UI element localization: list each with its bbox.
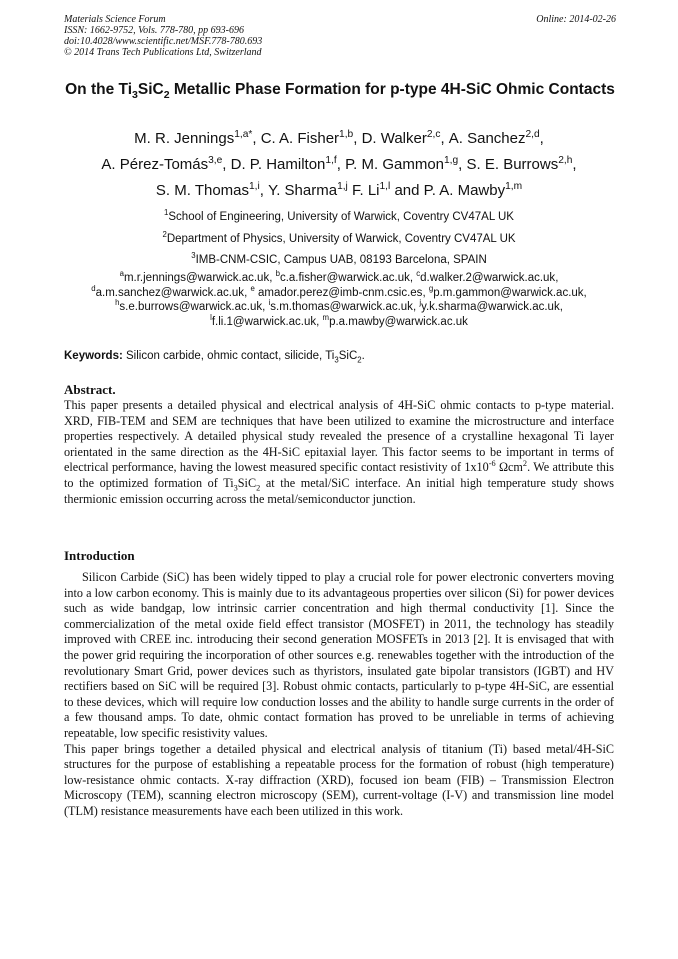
- email-entry: $^d$a.m.sanchez@warwick.ac.uk,: [91, 283, 251, 299]
- author: Y. Sharma$^{1,j}$: [268, 181, 348, 199]
- introduction-heading: Introduction: [64, 548, 135, 563]
- author: P. A. Mawby$^{1,m}$: [423, 181, 523, 199]
- publication-info: [64, 14, 616, 58]
- introduction-paragraph-1: Silicon Carbide (SiC) has been widely tipped to play a crucial role for power electronic converters moving into a low carbon economy. This is mainly due to its advantageous properties over silicon (Si) for power devices such as wide bandgap, low intrinsic carrier concentration and high thermal conductivity [1]. Since the commercialization of the metal oxide field effect transistor (MOSFET) in 2011, the technology has steadily improved with CREE inc. introducing their second generation MOSFETs in 2013 [2]. It is envisaged that with the power grid requiring the incorporation of other sources e.g. renewables together with the introduction of the revolutionary Smart Grid, power devices such as thyristors, insulated gate bipolar transistors (IGBT) and HV rectifiers based on SiC will be required [3]. Robust ohmic contacts, particularly to p-type 4H-SiC, are essential to these devices, which will require low conduction losses and the ability to handle surge currents in the order of a few thousand amps. To date, ohmic contact formation has proved to be unreliable in terms of achieving repeatable, low specific resistivity values.: [64, 570, 614, 740]
- author: A. Pérez-Tomás$^{3,e}$,: [101, 155, 231, 173]
- email-link[interactable]: amador.perez@imb-cnm.csic.es: [254, 286, 423, 299]
- abstract-body: This paper presents a detailed physical and electrical analysis of 4H-SiC ohmic contacts to p-type material. XRD, FIB-TEM and SEM are techniques that have been utilized to examine the microstructure and interface properties respectively. A detailed physical study revealed the presence of a crystalline hexagonal Ti layer orientated in the same direction as the 4H-SiC epitaxial layer. This factor seems to be important in terms of electrical performance, having the lowest measured specific contact resistivity of $1x10^{-6}$ Ωcm$^2$. We attribute this to the optimized formation of $Ti_3SiC_2$ at the metal/SiC interface. An initial high temperature study shows thermionic emission occurring across the metal/semiconductor junction.: [64, 398, 615, 506]
- email-link[interactable]: s.e.burrows@warwick.ac.uk: [119, 301, 263, 313]
- email-entry: $^m$p.a.mawby@warwick.ac.uk: [322, 312, 468, 328]
- paper-title: On the $Ti_3SiC_2$ Metallic Phase Formation for p-type 4H-SiC Ohmic Contacts: [65, 81, 615, 102]
- affiliation: $^3$IMB-CNM-CSIC, Campus UAB, 08193 Barcelona, SPAIN: [191, 251, 487, 266]
- abstract-heading: Abstract.: [64, 382, 116, 397]
- email-entry: $^l$f.li.1@warwick.ac.uk,: [210, 312, 323, 328]
- email-entry: $^g$p.m.gammon@warwick.ac.uk,: [428, 283, 587, 299]
- author: C. A. Fisher$^{1,b}$,: [260, 129, 362, 147]
- email-entry: $^c$d.walker.2@warwick.ac.uk,: [416, 269, 559, 284]
- author: A. Sanchez$^{2,d}$,: [448, 129, 544, 147]
- running-header: [64, 14, 616, 58]
- keywords-label: Keywords:: [64, 350, 123, 362]
- email-link[interactable]: d.walker.2@warwick.ac.uk: [420, 272, 556, 284]
- introduction-paragraph-2: This paper brings together a detailed physical and electrical analysis of titanium (Ti) based metal/4H-SiC structures for the purpose of establishing a repeatable process for the formation of robust (high temperature) low-resistance ohmic contacts. X-ray diffraction (XRD), focused ion beam (FIB) – Transmission Electron Microscopy (TEM), scanning electron microscopy (SEM), current-voltage (I-V) and transmission line model (TLM) resistance measurements have each been utilized in this work.: [64, 741, 614, 818]
- online-date: Online: 2014-02-26: [536, 14, 616, 25]
- email-link[interactable]: s.m.thomas@warwick.ac.uk: [270, 301, 413, 313]
- email-link[interactable]: p.a.mawby@warwick.ac.uk: [329, 315, 468, 328]
- journal-name: Materials Science Forum: [64, 14, 166, 25]
- email-entry: $^j$y.k.sharma@warwick.ac.uk,: [419, 298, 563, 313]
- email-entry: $^h$s.e.burrows@warwick.ac.uk,: [115, 298, 269, 313]
- email-link[interactable]: a.m.sanchez@warwick.ac.uk: [95, 286, 245, 299]
- email-link[interactable]: y.k.sharma@warwick.ac.uk: [421, 301, 560, 313]
- email-entry: $^i$s.m.thomas@warwick.ac.uk,: [268, 298, 420, 313]
- author: D. Walker$^{2,c}$,: [361, 129, 449, 147]
- copyright-line: © 2014 Trans Tech Publications Ltd, Switzerland: [64, 47, 262, 58]
- email-link[interactable]: p.m.gammon@warwick.ac.uk: [433, 286, 584, 299]
- introduction-body: [64, 570, 614, 820]
- doi-line: doi:10.4028/www.scientific.net/MSF.778-780.693: [64, 36, 263, 47]
- email-link[interactable]: c.a.fisher@warwick.ac.uk: [279, 272, 410, 284]
- author-list: [40, 126, 638, 204]
- issn-line: ISSN: 1662-9752, Vols. 778-780, pp 693-696: [64, 25, 244, 36]
- author: F. Li$^{1,l}$ and: [352, 181, 424, 199]
- author: D. P. Hamilton$^{1,f}$,: [230, 155, 346, 173]
- email-link[interactable]: f.li.1@warwick.ac.uk: [211, 315, 317, 328]
- author: S. E. Burrows$^{2,h}$,: [466, 155, 577, 173]
- email-link[interactable]: m.r.jennings@warwick.ac.uk: [123, 272, 270, 284]
- email-entry: $^e$ amador.perez@imb-cnm.csic.es,: [250, 283, 429, 299]
- email-entry: $^a$m.r.jennings@warwick.ac.uk,: [119, 269, 276, 284]
- author: P. M. Gammon$^{1,g}$,: [345, 155, 467, 173]
- affiliation: $^1$School of Engineering, University of Warwick, Coventry CV47AL UK: [164, 208, 514, 223]
- affiliation: $^2$Department of Physics, University of Warwick, Coventry CV47AL UK: [162, 229, 516, 245]
- email-entry: $^b$c.a.fisher@warwick.ac.uk,: [275, 269, 417, 284]
- affiliation-list: [40, 207, 638, 272]
- keywords-line: Keywords: Silicon carbide, ohmic contact, silicide, $Ti_3SiC_2$.: [64, 350, 365, 365]
- email-list: [40, 271, 638, 329]
- author: S. M. Thomas$^{1,i}$,: [155, 181, 269, 199]
- author: M. R. Jennings$^{1,a*}$,: [134, 129, 261, 147]
